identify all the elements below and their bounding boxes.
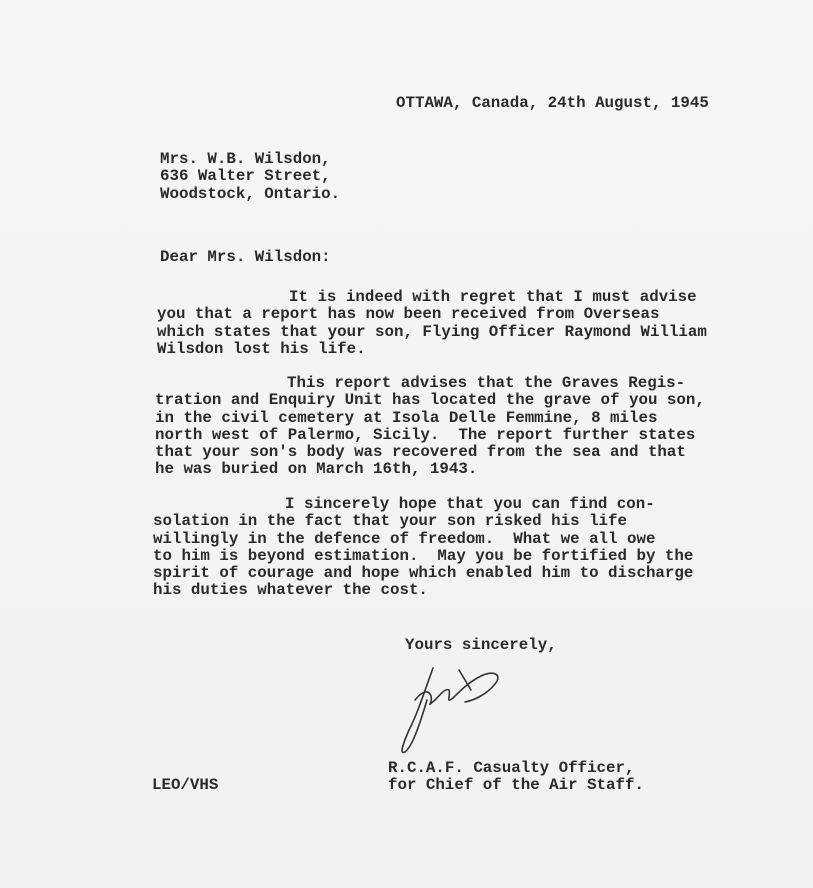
paragraph-line: his duties whatever the cost. (153, 581, 428, 600)
paragraph-line: north west of Palermo, Sicily. The report further states (155, 425, 696, 444)
paragraph-2 (155, 375, 705, 479)
signer-title: R.C.A.F. Casualty Officer, (388, 759, 635, 777)
closing-text: Yours sincerely, (405, 636, 557, 654)
closing (405, 637, 557, 654)
address-line: Woodstock, Ontario. (160, 184, 341, 203)
paragraph-line: It is indeed with regret that I must advise (289, 288, 697, 306)
paragraph-line: tration and Enquiry Unit has located the grave of you son, (155, 391, 705, 410)
date-line (396, 95, 709, 112)
paragraph-line: to him is beyond estimation. May you be fortified by the (153, 546, 694, 565)
signature-block (388, 760, 644, 795)
paragraph-line: in the civil cemetery at Isola Delle Femmine, 8 miles (155, 408, 658, 427)
paragraph-line: he was buried on March 16th, 1943. (155, 460, 478, 479)
paragraph-line: you that a report has now been received from Overseas (157, 305, 660, 324)
paragraph-1 (157, 289, 707, 358)
recipient-address (160, 151, 340, 203)
paragraph-line: that your son's body was recovered from the sea and that (155, 443, 686, 462)
paragraph-line: which states that your son, Flying Officer Raymond William (157, 322, 707, 341)
address-line: Mrs. W.B. Wilsdon, (160, 150, 331, 168)
date-text: OTTAWA, Canada, 24th August, 1945 (396, 94, 709, 112)
salutation (160, 249, 331, 266)
paragraph-line: willingly in the defence of freedom. What we all owe (153, 529, 656, 548)
paragraph-line: I sincerely hope that you can find con- (285, 495, 655, 513)
salutation-text: Dear Mrs. Wilsdon: (160, 248, 331, 266)
reference-text: LEO/VHS (152, 776, 219, 794)
reference-initials (152, 777, 218, 794)
paragraph-line: Wilsdon lost his life. (157, 339, 366, 358)
paragraph-line: spirit of courage and hope which enabled him to discharge (153, 564, 694, 583)
paragraph-line: solation in the fact that your son risked his life (153, 512, 627, 531)
address-line: 636 Walter Street, (160, 167, 331, 186)
paragraph-3 (153, 496, 693, 600)
signer-title: for Chief of the Air Staff. (388, 776, 644, 795)
paragraph-line: This report advises that the Graves Regis- (287, 374, 686, 392)
handwritten-signature (395, 660, 515, 760)
